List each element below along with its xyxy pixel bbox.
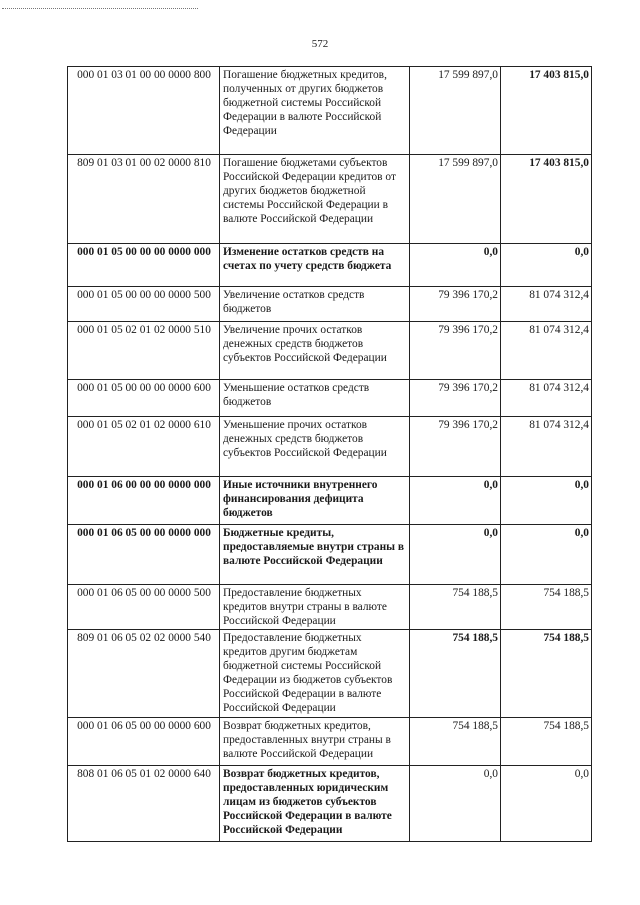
top-dotted-rule	[2, 8, 198, 9]
table-row	[68, 417, 592, 477]
table-row	[68, 630, 592, 718]
amount-year1-cell: 754 188,5	[410, 718, 501, 766]
amount-year2-cell: 81 074 312,4	[501, 380, 592, 417]
budget-code-cell: 000 01 06 00 00 00 0000 000	[68, 477, 220, 525]
description-cell: Предоставление бюджетных кредитов другим бюджетам бюджетной системы Российской Федерации из бюджетов субъектов Российской Федерации в валюте Российской Федерации	[220, 630, 410, 718]
amount-year2-cell: 17 403 815,0	[501, 67, 592, 155]
amount-year1-cell: 79 396 170,2	[410, 380, 501, 417]
amount-year2-cell: 0,0	[501, 525, 592, 585]
amount-year2-cell: 754 188,5	[501, 718, 592, 766]
amount-year1-cell: 0,0	[410, 244, 501, 287]
amount-year1-cell: 0,0	[410, 766, 501, 842]
budget-code-cell: 808 01 06 05 01 02 0000 640	[68, 766, 220, 842]
table-row	[68, 67, 592, 155]
table-row	[68, 525, 592, 585]
amount-year1-cell: 754 188,5	[410, 585, 501, 630]
description-cell: Погашение бюджетных кредитов, полученных от других бюджетов бюджетной системы Российской Федерации в валюте Российской Федерации	[220, 67, 410, 155]
amount-year2-cell: 754 188,5	[501, 630, 592, 718]
table-row	[68, 244, 592, 287]
description-cell: Увеличение прочих остатков денежных средств бюджетов субъектов Российской Федерации	[220, 322, 410, 380]
budget-code-cell: 000 01 06 05 00 00 0000 600	[68, 718, 220, 766]
amount-year1-cell: 17 599 897,0	[410, 155, 501, 244]
table-row	[68, 380, 592, 417]
amount-year2-cell: 0,0	[501, 477, 592, 525]
table-row	[68, 287, 592, 322]
amount-year1-cell: 79 396 170,2	[410, 287, 501, 322]
budget-code-cell: 000 01 06 05 00 00 0000 500	[68, 585, 220, 630]
table-row	[68, 322, 592, 380]
budget-code-cell: 000 01 03 01 00 00 0000 800	[68, 67, 220, 155]
budget-code-cell: 809 01 03 01 00 02 0000 810	[68, 155, 220, 244]
description-cell: Возврат бюджетных кредитов, предоставленных юридическим лицам из бюджетов субъектов Российской Федерации в валюте Российской Федерации	[220, 766, 410, 842]
amount-year2-cell: 81 074 312,4	[501, 287, 592, 322]
amount-year1-cell: 754 188,5	[410, 630, 501, 718]
budget-code-cell: 000 01 05 02 01 02 0000 510	[68, 322, 220, 380]
budget-sources-table	[67, 66, 592, 842]
table-row	[68, 155, 592, 244]
description-cell: Уменьшение остатков средств бюджетов	[220, 380, 410, 417]
amount-year1-cell: 0,0	[410, 477, 501, 525]
amount-year2-cell: 754 188,5	[501, 585, 592, 630]
description-cell: Бюджетные кредиты, предоставляемые внутри страны в валюте Российской Федерации	[220, 525, 410, 585]
amount-year2-cell: 0,0	[501, 766, 592, 842]
budget-code-cell: 809 01 06 05 02 02 0000 540	[68, 630, 220, 718]
amount-year2-cell: 81 074 312,4	[501, 322, 592, 380]
budget-code-cell: 000 01 05 02 01 02 0000 610	[68, 417, 220, 477]
description-cell: Изменение остатков средств на счетах по учету средств бюджета	[220, 244, 410, 287]
table-row	[68, 718, 592, 766]
amount-year2-cell: 0,0	[501, 244, 592, 287]
amount-year1-cell: 79 396 170,2	[410, 417, 501, 477]
description-cell: Иные источники внутреннего финансирования дефицита бюджетов	[220, 477, 410, 525]
page-number: 572	[311, 38, 329, 50]
description-cell: Увеличение остатков средств бюджетов	[220, 287, 410, 322]
amount-year1-cell: 0,0	[410, 525, 501, 585]
budget-code-cell: 000 01 05 00 00 00 0000 000	[68, 244, 220, 287]
description-cell: Погашение бюджетами субъектов Российской Федерации кредитов от других бюджетов бюджетной системы Российской Федерации в валюте Российской Федерации	[220, 155, 410, 244]
description-cell: Предоставление бюджетных кредитов внутри страны в валюте Российской Федерации	[220, 585, 410, 630]
budget-code-cell: 000 01 05 00 00 00 0000 500	[68, 287, 220, 322]
budget-code-cell: 000 01 06 05 00 00 0000 000	[68, 525, 220, 585]
amount-year2-cell: 81 074 312,4	[501, 417, 592, 477]
amount-year1-cell: 17 599 897,0	[410, 67, 501, 155]
table-row	[68, 477, 592, 525]
table-row	[68, 766, 592, 842]
budget-code-cell: 000 01 05 00 00 00 0000 600	[68, 380, 220, 417]
description-cell: Уменьшение прочих остатков денежных средств бюджетов субъектов Российской Федерации	[220, 417, 410, 477]
amount-year1-cell: 79 396 170,2	[410, 322, 501, 380]
amount-year2-cell: 17 403 815,0	[501, 155, 592, 244]
description-cell: Возврат бюджетных кредитов, предоставленных внутри страны в валюте Российской Федерации	[220, 718, 410, 766]
table-row	[68, 585, 592, 630]
